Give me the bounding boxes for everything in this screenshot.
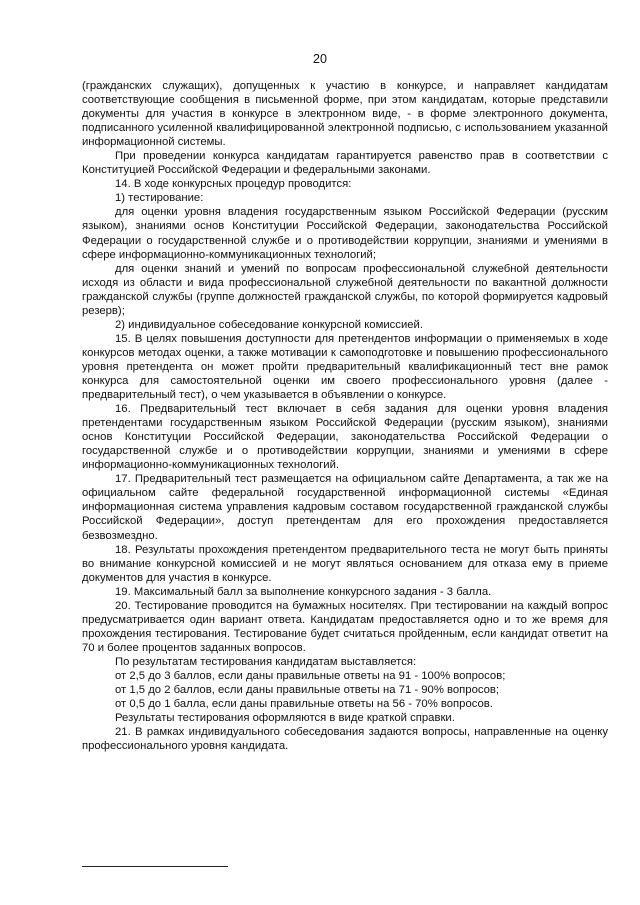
paragraph: 16. Предварительный тест включает в себя задания для оценки уровня владения претендентами государственным языком Российской Федерации (русским языком), знаниями основ Конституции Российской Федерации, законодательства Российской Федерации о государственной службе и о противодействии коррупции, знаниями и умениями в сфере информационно-коммуникационных технологий. — [82, 403, 608, 472]
paragraph: 15. В целях повышения доступности для претендентов информации о применяемых в ходе конкурсов методах оценки, а также мотивации к самоподготовке и повышению профессионального уровня претендента он может пройти предварительный квалификационный тест вне рамок конкурса для самостоятельной оценки им своего профессионального уровня (далее - предварительный тест), о чем указывается в объявлении о конкурсе. — [82, 332, 608, 402]
paragraph: 18. Результаты прохождения претендентом предварительного теста не могут быть приняты во внимание конкурсной комиссией и не могут являться основанием для отказа ему в приеме документов для участия в конкурсе. — [82, 543, 608, 584]
paragraph: для оценки уровня владения государственным языком Российской Федерации (русским языком), знаниями основ Конституции Российской Федерации, законодательства Российской Федерации о государственной службе и о противодействии коррупции, знаниями и умениями в сфере информационно-коммуникационных технологий; — [82, 206, 608, 261]
page-number: 20 — [313, 52, 327, 66]
paragraph: По результатам тестирования кандидатам выставляется: — [115, 655, 417, 668]
paragraph: 1) тестирование: — [115, 192, 204, 205]
paragraph: (гражданских служащих), допущенных к участию в конкурсе, и направляет кандидатам соответствующие сообщения в письменной форме, при этом кандидатам, которые представили документы для участия в конкурсе в электронном виде, - в форме электронного документа, подписанного усиленной квалифицированной электронной подписью, с использованием указанной информационной системы. — [82, 80, 608, 149]
paragraph: 14. В ходе конкурсных процедур проводится: — [115, 178, 352, 191]
paragraph: от 0,5 до 1 балла, если даны правильные ответы на 56 - 70% вопросов. — [115, 698, 493, 711]
paragraph: Результаты тестирования оформляются в виде краткой справки. — [115, 712, 455, 725]
paragraph: 21. В рамках индивидуального собеседования задаются вопросы, направленные на оценку профессионального уровня кандидата. — [82, 726, 608, 753]
paragraph: 20. Тестирование проводится на бумажных носителях. При тестировании на каждый вопрос предусматривается один вариант ответа. Кандидатам предоставляется одно и то же время для прохождения тестирования. Тестирование будет считаться пройденным, если кандидат ответит на 70 и более процентов заданных вопросов. — [82, 599, 608, 654]
document-body — [82, 79, 608, 753]
paragraph: При проведении конкурса кандидатам гарантируется равенство прав в соответствии с Конституцией Российской Федерации и федеральными законами. — [82, 150, 608, 177]
paragraph: от 2,5 до 3 баллов, если даны правильные ответы на 91 - 100% вопросов; — [115, 669, 506, 682]
footnote-separator-line — [82, 866, 228, 867]
paragraph: 19. Максимальный балл за выполнение конкурсного задания - 3 балла. — [115, 585, 492, 598]
paragraph: 2) индивидуальное собеседование конкурсной комиссией. — [115, 318, 423, 331]
paragraph: от 1,5 до 2 баллов, если даны правильные ответы на 71 - 90% вопросов; — [115, 684, 500, 697]
paragraph: для оценки знаний и умений по вопросам профессиональной служебной деятельности исходя из области и вида профессиональной служебной деятельности по вакантной должности гражданской службы (группе должностей гражданской службы, по которой формируется кадровый резерв); — [82, 262, 608, 317]
paragraph: 17. Предварительный тест размещается на официальном сайте Департамента, а так же на официальном сайте федеральной государственной информационной системы «Единая информационная система управления кадровым составом государственной гражданской службы Российской Федерации», доступ претендентам для его прохождения предоставляется безвозмездно. — [82, 473, 608, 542]
